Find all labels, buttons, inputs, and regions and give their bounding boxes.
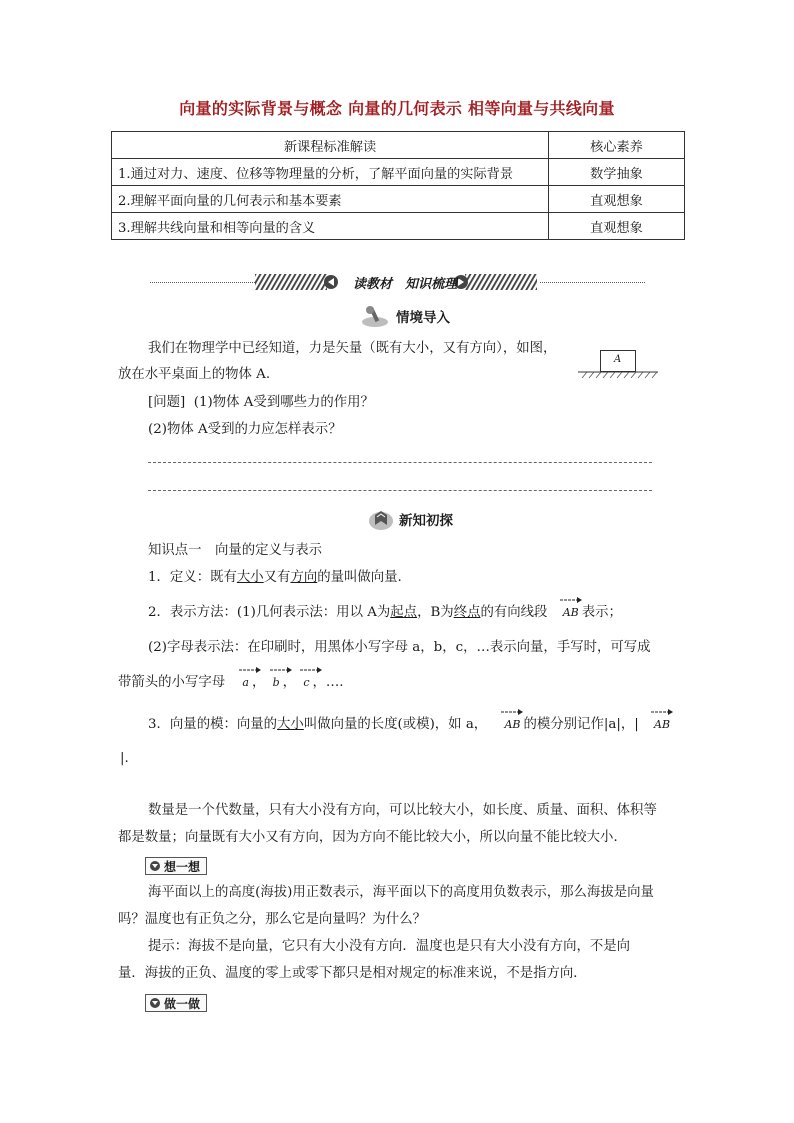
vector-arrow-icon — [300, 667, 322, 673]
block-on-table-figure — [578, 348, 658, 378]
section-banner — [255, 273, 537, 291]
modulus-end: |. — [120, 751, 129, 766]
do-tag-box — [145, 994, 207, 1012]
think-line-1: 海平面以上的高度(海拔)用正数表示，海平面以下的高度用负数表示，那么海拔是向量 — [148, 885, 654, 900]
situation-heading-text: 情境导入 — [396, 310, 450, 326]
vector-label: AB — [562, 606, 579, 619]
note-line-1: 数量是一个代数量，只有大小没有方向，可以比较大小，如长度、质量、面积、体积等 — [148, 803, 657, 818]
representation-underline: 终点 — [453, 605, 481, 620]
representation-text: 的有向线段 — [480, 605, 548, 620]
chevron-down-icon — [150, 861, 160, 871]
vector-arrow-icon — [270, 667, 292, 673]
intro-line-2: 放在水平桌面上的物体 A. — [118, 367, 271, 382]
vector-label: AB — [504, 718, 521, 731]
table-row — [112, 213, 685, 240]
question-2: (2)物体 A受到的力应怎样表示？ — [148, 422, 342, 437]
table-header: 核心素养 — [549, 132, 685, 159]
vector-label: a — [242, 676, 249, 689]
answer-line-2 — [148, 490, 652, 491]
vector-AB — [651, 716, 673, 734]
letter-representation-line-1: (2)字母表示法：在印刷时，用黑体小写字母 a，b，c，…表示向量，手写时，可写成 — [148, 640, 651, 655]
intro-line-1: 我们在物理学中已经知道，力是矢量（既有大小，又有方向），如图， — [148, 341, 557, 356]
table-row — [112, 186, 685, 213]
vector-label: b — [272, 676, 280, 689]
table-header: 新课程标准解读 — [112, 132, 549, 159]
vector-arrow-icon — [651, 709, 673, 715]
table-cell: 直观想象 — [549, 213, 685, 240]
vector-a — [239, 674, 252, 692]
letter-text: 带箭头的小写字母 — [118, 675, 226, 690]
vector-AB — [501, 716, 523, 734]
question-1 — [148, 394, 374, 412]
definition-underline: 方向 — [290, 570, 318, 585]
vector-b — [270, 674, 283, 692]
table-row — [112, 159, 685, 186]
table-header-row — [112, 132, 685, 159]
vector-c — [300, 674, 312, 692]
vector-arrow-icon — [560, 597, 582, 603]
vector-label: AB — [654, 718, 671, 731]
definition-text: 又有 — [263, 570, 291, 585]
definition-text: 1．定义：既有 — [148, 570, 237, 585]
think-tag — [145, 856, 207, 875]
representation-text: 2．表示方法：(1)几何表示法：用以 A为 — [148, 605, 391, 620]
table-cell: 3.理解共线向量和相等向量的含义 — [112, 213, 549, 240]
chevron-down-icon — [150, 998, 160, 1008]
pen-icon — [360, 304, 390, 328]
hint-line-1: 提示：海拔不是向量，它只有大小没有方向．温度也是只有大小没有方向，不是向 — [148, 939, 631, 954]
representation-line — [148, 604, 622, 622]
representation-underline: 起点 — [390, 605, 418, 620]
banner-divider-right — [540, 282, 645, 283]
think-tag-box — [145, 857, 207, 875]
table-cell: 1.通过对力、速度、位移等物理量的分析，了解平面向量的实际背景 — [112, 159, 549, 186]
definition-underline: 大小 — [236, 570, 264, 585]
situation-heading — [360, 304, 450, 328]
block-label: A — [614, 354, 622, 365]
book-icon — [367, 507, 395, 531]
modulus-text: 的模分别记作|a|，| — [523, 717, 639, 732]
vector-arrow-icon — [501, 709, 523, 715]
table-cell: 直观想象 — [549, 186, 685, 213]
letter-representation-line-2: 带箭头的小写字母 a ， b ， c ，…. — [118, 674, 344, 692]
modulus-text: 叫做向量的长度(或模)，如 a， — [303, 717, 488, 732]
answer-line-1 — [148, 462, 652, 463]
definition-line — [148, 569, 402, 587]
table-cell: 2.理解平面向量的几何表示和基本要素 — [112, 186, 549, 213]
new-knowledge-heading — [367, 507, 453, 531]
page-title: 向量的实际背景与概念 向量的几何表示 相等向量与共线向量 — [179, 99, 615, 118]
letter-text: ，…. — [312, 675, 344, 690]
question-1-text: (1)物体 A受到哪些力的作用？ — [193, 395, 374, 410]
modulus-text: 3．向量的模：向量的 — [148, 717, 278, 732]
standards-table — [111, 131, 685, 240]
banner-left-text: 读教材 — [353, 277, 393, 292]
new-knowledge-heading-text: 新知初探 — [399, 513, 453, 529]
think-line-2: 吗？温度也有正负之分，那么它是向量吗？为什么？ — [118, 912, 426, 927]
vector-arrow-icon — [239, 667, 261, 673]
do-tag — [145, 993, 207, 1012]
representation-text: 表示； — [581, 605, 622, 620]
note-line-2: 都是数量；向量既有大小又有方向，因为方向不能比较大小，所以向量不能比较大小． — [118, 830, 627, 845]
vector-AB — [560, 604, 582, 622]
vector-label: c — [303, 676, 310, 689]
banner-right-text: 知识梳理 — [405, 277, 458, 292]
table-surface-icon — [578, 371, 658, 379]
modulus-line — [148, 716, 673, 734]
modulus-underline: 大小 — [277, 717, 304, 732]
table-cell: 数学抽象 — [549, 159, 685, 186]
do-tag-text: 做一做 — [164, 996, 201, 1011]
banner-divider-left — [150, 282, 255, 283]
definition-text: 的量叫做向量. — [317, 570, 402, 585]
block-A — [600, 350, 636, 372]
question-label: [问题] — [148, 395, 186, 410]
banner-stripes-icon — [255, 273, 537, 291]
hint-line-2: 量．海拔的正负、温度的零上或零下都只是相对规定的标准来说，不是指方向． — [118, 966, 587, 981]
knowledge-point-1: 知识点一 向量的定义与表示 — [148, 543, 323, 558]
think-tag-text: 想一想 — [164, 859, 201, 874]
representation-text: ，B为 — [417, 605, 454, 620]
